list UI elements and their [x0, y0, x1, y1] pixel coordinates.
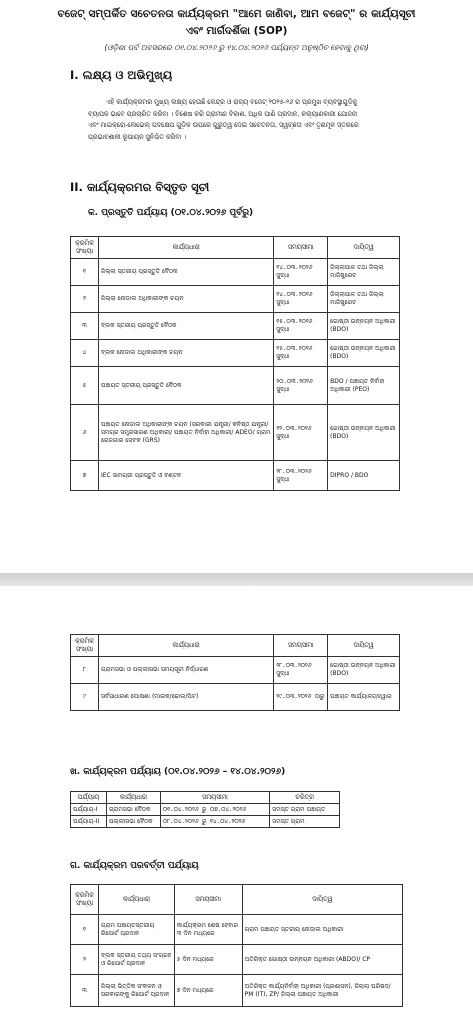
table-row [71, 657, 400, 684]
cell-deadline: ୦୧.୦୪.୨୦୨୬ ରୁ ୦୭.୦୪.୨୦୨୬ [160, 804, 270, 816]
table-row [71, 367, 400, 405]
cell-serial: ୫ [71, 367, 99, 405]
cell-deadline: ୨୯.୦୩.୨୦୨୬ ଠାରୁ [274, 684, 328, 711]
table-row [71, 313, 400, 340]
cell-serial: ୧ [71, 259, 99, 286]
table-row [71, 286, 400, 313]
cell-serial: ୬ [71, 405, 99, 461]
cell-activity: ଜିଲ୍ଲା ଭିତ୍ତିକ ସଂକଳନ ଓ ସରକାରଙ୍କୁ ରିପୋର୍ଟ ପ୍ରଦାନ [98, 975, 174, 1007]
document-title-sop: ଏବଂ ମାର୍ଗଦର୍ଶିକା (SOP) [185, 25, 288, 37]
cell-deadline: ୦୮.୦୪.୨୦୨୬ ରୁ ୧୪.୦୪.୨୦୨୬ [160, 816, 270, 828]
col-header-serial: କ୍ରମିକ ସଂଖ୍ୟା [71, 237, 99, 259]
table-row [71, 340, 400, 367]
col-header-activity: କାର୍ଯ୍ୟଧାରା [106, 792, 160, 804]
cell-activity: ଜିଲ୍ଲା ନୋଡାଲ ଅଧିକାରୀଙ୍କ ଚୟନ [98, 286, 273, 313]
section-heading-schedule: II. କାର୍ଯ୍ୟକ୍ରମର ବିସ୍ତୃତ ସୂଚୀ [70, 180, 210, 194]
table-header-row [71, 885, 403, 915]
cell-activity: ଗ୍ରାମ ପଞ୍ଚାୟତସ୍ତରୀୟ ରିପୋର୍ଟ ପ୍ରଦାନ [98, 915, 174, 945]
col-header-responsibility: ଦାୟିତ୍ୱ [328, 237, 400, 259]
program-phase-table [70, 791, 340, 828]
col-header-activity: କାର୍ଯ୍ୟଧାରା [98, 635, 273, 657]
paragraph-line: ଏହି କାର୍ଯ୍ୟକ୍ରମର ମୁଖ୍ୟ ଲକ୍ଷ୍ୟ ହେଉଛି କେନ୍ଦ୍ର ଓ ରାଜ୍ୟ ବଜେଟ୍ ୨୦୨୫-୨୬ ର ପ୍ରମୁଖ ବ୍ୟବସ୍ଥାଗୁଡ଼ିକୁ [106, 98, 358, 106]
cell-activity: ଗ୍ରାମସଭା ଓ ପଲ୍ଲୀସଭା ସମୟସୂଚୀ ନିର୍ଦ୍ଧାରଣ [98, 657, 273, 684]
cell-responsibility: ଗୋଷ୍ଠୀ ଉନ୍ନୟନ ଅଧିକାରୀ (BDO) [328, 405, 400, 461]
table-row [71, 405, 400, 461]
subsection-program-phase: ଖ. କାର୍ଯ୍ୟକ୍ରମ ପର୍ଯ୍ୟାୟ (୦୧.୦୪.୨୦୨୬ – ୧୪.୦୪.୨୦୨୬) [70, 767, 286, 777]
table-header-row [71, 635, 400, 657]
col-header-deadline: ସମୟସୀମା [174, 885, 242, 915]
cell-activity: ସର୍ବସାଧାରଣ ଘୋଷଣା (ମାଇକ/ଢୋଲ/ପିଟ) [98, 684, 273, 711]
col-header-responsibility: ଦାୟିତ୍ୱ [328, 635, 400, 657]
document-title: ବଜେଟ୍ ସମ୍ପର୍କିତ ସଚେତନତା କାର୍ଯ୍ୟକ୍ରମ "ଆମେ ଜାଣିବା, ଆମ ବଜେଟ୍" ର କାର୍ଯ୍ୟସୂଚୀ [57, 8, 416, 20]
cell-character: ସମସ୍ତ ଗ୍ରାମ [270, 816, 340, 828]
cell-deadline: ୧୫.୦୩.୨୦୨୬ ସୁଦ୍ଧା [274, 340, 328, 367]
cell-activity: ପଞ୍ଚାୟତ ସ୍ତରୀୟ ପ୍ରସ୍ତୁତି ବୈଠକ [98, 367, 273, 405]
cell-activity: IEC ସାମଗ୍ରୀ ପ୍ରସ୍ତୁତି ଓ ବଣ୍ଟନ [98, 461, 273, 491]
page-gap [0, 573, 473, 586]
table-row [71, 816, 340, 828]
cell-responsibility: ଗୋଷ୍ଠୀ ଉନ୍ନୟନ ଅଧିକାରୀ (BDO) [328, 657, 400, 684]
cell-activity: ପଞ୍ଚାୟତ ନୋଡାଲ ଅଧିକାରୀଙ୍କ ଚୟନ (ସରକାରୀ ଯନ୍ତ୍ରୀ/ କନିଷ୍ଠ ଯନ୍ତ୍ରୀ/ ସମଗ୍ର ସମ୍ପ୍ରସାରଣ ଅଧିକାରୀ/ ପଞ୍ଚାୟତ ନିର୍ବାହୀ ଅଧିକାରୀ/ ADEO/ ଗ୍ରାମ ରୋଜଗାର ସେବକ (GRS) [98, 405, 273, 461]
col-header-serial: କ୍ରମିକ ସଂଖ୍ୟା [71, 885, 99, 915]
table-header-row [71, 792, 340, 804]
cell-serial: ୪ [71, 340, 99, 367]
cell-serial: ୩ [71, 313, 99, 340]
cell-serial: ୨ [71, 945, 99, 975]
paragraph-line: ପ୍ରଭାବଶାଳୀ ରୂପାୟନ ସୁନିଶ୍ଚିତ କରିବା । [88, 132, 187, 141]
col-header-deadline: ସମୟସୀମା [274, 237, 328, 259]
cell-deadline: ୧୪.୦୩.୨୦୨୬ ସୁଦ୍ଧା [274, 259, 328, 286]
table-row [71, 804, 340, 816]
cell-activity: ପଲ୍ଲୀସଭା ବୈଠକ [106, 816, 160, 828]
cell-phase: ପର୍ଯ୍ୟାୟ-I [71, 804, 107, 816]
cell-serial: ୧ [71, 915, 99, 945]
post-program-table [70, 884, 403, 1007]
cell-deadline: ୨୦.୦୩.୨୦୨୬ ସୁଦ୍ଧା [274, 367, 328, 405]
cell-serial: ୮ [71, 657, 99, 684]
cell-responsibility: ଜିଲ୍ଲାପାଳ ତଥା ଜିଲ୍ଲା ମାଜିଷ୍ଟ୍ରେଟ [328, 259, 400, 286]
col-header-phase: ପର୍ଯ୍ୟାୟ [71, 792, 107, 804]
table-row [71, 945, 403, 975]
col-header-activity: କାର୍ଯ୍ୟଧାରା [98, 237, 273, 259]
cell-deadline: ୨୮.୦୩.୨୦୨୬ ସୁଦ୍ଧା [274, 657, 328, 684]
cell-phase: ପର୍ଯ୍ୟାୟ-II [71, 816, 107, 828]
cell-deadline: ୧୪.୦୩.୨୦୨୬ ସୁଦ୍ଧା [274, 286, 328, 313]
table-row [71, 975, 403, 1007]
cell-deadline: କାର୍ଯ୍ୟକ୍ରମ ଶେଷ ହେବାର ୩ ଦିନ ମଧ୍ୟରେ [174, 915, 242, 945]
objectives-paragraph [88, 97, 406, 143]
cell-responsibility: DIPRO / BDO [328, 461, 400, 491]
subsection-post-program: ଗ. କାର୍ଯ୍ୟକ୍ରମ ପରବର୍ତ୍ତୀ ପର୍ଯ୍ୟାୟ [70, 861, 199, 871]
cell-activity: ବ୍ଲକ ନୋଡାଲ ଅଧିକାରୀଙ୍କ ଚୟନ [98, 340, 273, 367]
col-header-serial: କ୍ରମିକ ସଂଖ୍ୟା [71, 635, 99, 657]
table-row [71, 461, 400, 491]
cell-activity: ଗ୍ରାମସଭା ବୈଠକ [106, 804, 160, 816]
cell-serial: ୭ [71, 461, 99, 491]
table-header-row [71, 237, 400, 259]
cell-serial: ୯ [71, 684, 99, 711]
cell-responsibility: ଗ୍ରାମ ପଞ୍ଚାୟତ ସ୍ତରୀୟ ନୋଡାଲ ଅଧିକାରୀ [242, 915, 402, 945]
cell-deadline: ୨୮.୦୩.୨୦୨୬ ସୁଦ୍ଧା [274, 461, 328, 491]
cell-activity: ବ୍ଲକ ସ୍ତରୀୟ ତଥ୍ୟ ସଂଗ୍ରହ ଓ ରିପୋର୍ଟ ପ୍ରଦାନ [98, 945, 174, 975]
cell-responsibility: BDO / ପଞ୍ଚାୟତ ନିର୍ବାହୀ ଅଧିକାରୀ (PEO) [328, 367, 400, 405]
table-row [71, 915, 403, 945]
cell-responsibility: ଅତିରିକ୍ତ ଗୋଷ୍ଠୀ ଉନ୍ନୟନ ଅଧିକାରୀ (ABDO)/ CP [242, 945, 402, 975]
cell-responsibility: ଜିଲ୍ଲାପାଳ ତଥା ଜିଲ୍ଲା ମାଜିଷ୍ଟ୍ରେଟ [328, 286, 400, 313]
cell-responsibility: ଗୋଷ୍ଠୀ ଉନ୍ନୟନ ଅଧିକାରୀ (BDO) [328, 340, 400, 367]
cell-deadline: ୧୫.୦୩.୨୦୨୬ ସୁଦ୍ଧା [274, 313, 328, 340]
table-row [71, 684, 400, 711]
document-subtitle: (ଓଡ଼ିଶା ପର୍ବ ଅବସରରେ ୦୧.୦୪.୨୦୨୬ ରୁ ୧୪.୦୪.୨୦୨୬ ପର୍ଯ୍ୟନ୍ତ ଅନୁଷ୍ଠିତ ହେବାକୁ ଥିବା) [104, 43, 369, 52]
cell-activity: ବ୍ଲକ ସ୍ତରୀୟ ପ୍ରସ୍ତୁତି ବୈଠକ [98, 313, 273, 340]
preparation-table [70, 236, 400, 491]
preparation-table-continued [70, 634, 400, 711]
col-header-character: ଚରିତ୍ର [270, 792, 340, 804]
cell-character: ସମସ୍ତ ଗ୍ରାମ ପଞ୍ଚାୟତ [270, 804, 340, 816]
col-header-activity: କାର୍ଯ୍ୟଧାରା [98, 885, 174, 915]
subsection-preparation: କ. ପ୍ରସ୍ତୁତି ପର୍ଯ୍ୟାୟ (୦୧.୦୪.୨୦୨୬ ପୂର୍ବରୁ) [88, 208, 254, 218]
cell-responsibility: ଗୋଷ୍ଠୀ ଉନ୍ନୟନ ଅଧିକାରୀ (BDO) [328, 313, 400, 340]
cell-serial: ୨ [71, 286, 99, 313]
cell-responsibility: ପଞ୍ଚାୟତ କାର୍ଯ୍ୟାଳୟଦ୍ୱାରା [328, 684, 400, 711]
cell-serial: ୩ [71, 975, 99, 1007]
paragraph-line: ବ୍ୟାପକ ଭାବେ ପ୍ରଚାରିତ କରିବା । ବିଶେଷ କରି ଗ୍ରାମୀଣ ବିକାଶ, ଅଧିକ ପାଣି ପ୍ରଦାନ, କଲ୍ୟାଣକାରୀ ଯୋଜନା [88, 109, 358, 118]
cell-activity: ଜିଲ୍ଲା ସ୍ତରୀୟ ପ୍ରସ୍ତୁତି ବୈଠକ [98, 259, 273, 286]
cell-deadline: ୭ ଦିନ ମଧ୍ୟରେ [174, 975, 242, 1007]
col-header-deadline: ସମୟସୀମା [160, 792, 270, 804]
section-heading-objectives: I. ଲକ୍ଷ୍ୟ ଓ ଅଭିମୁଖ୍ୟ [70, 68, 173, 82]
cell-responsibility: ଅତିରିକ୍ତ କାର୍ଯ୍ୟନିର୍ବାହୀ ଅଧିକାରୀ (ପ୍ରଶାସନ), ଜିଲ୍ଲା ପରିଷଦ/ PM (IT), ZP/ ଜିଲ୍ଲା ପଞ୍ଚାୟତ ଅଧିକାରୀ [242, 975, 402, 1007]
document-page-2 [0, 586, 473, 1024]
col-header-deadline: ସମୟସୀମା [274, 635, 328, 657]
cell-deadline: ୫ ଦିନ ମଧ୍ୟରେ [174, 945, 242, 975]
table-row [71, 259, 400, 286]
paragraph-line: ଏବଂ ମାଇକ୍ରୋ-ଲେଭେଲ୍ ପଦକ୍ଷେପ ଗୁଡ଼ିକ ଉପରେ ଗୁରୁତ୍ୱ ଦେଇ ସଚେତନତା, ସ୍ୱଚ୍ଛତା ଏବଂ ତୃଣମୂଳ ସ୍ତରରେ [88, 121, 359, 130]
cell-deadline: ୨୨.୦୩.୨୦୨୬ ସୁଦ୍ଧା [274, 405, 328, 461]
col-header-responsibility: ଦାୟିତ୍ୱ [242, 885, 402, 915]
